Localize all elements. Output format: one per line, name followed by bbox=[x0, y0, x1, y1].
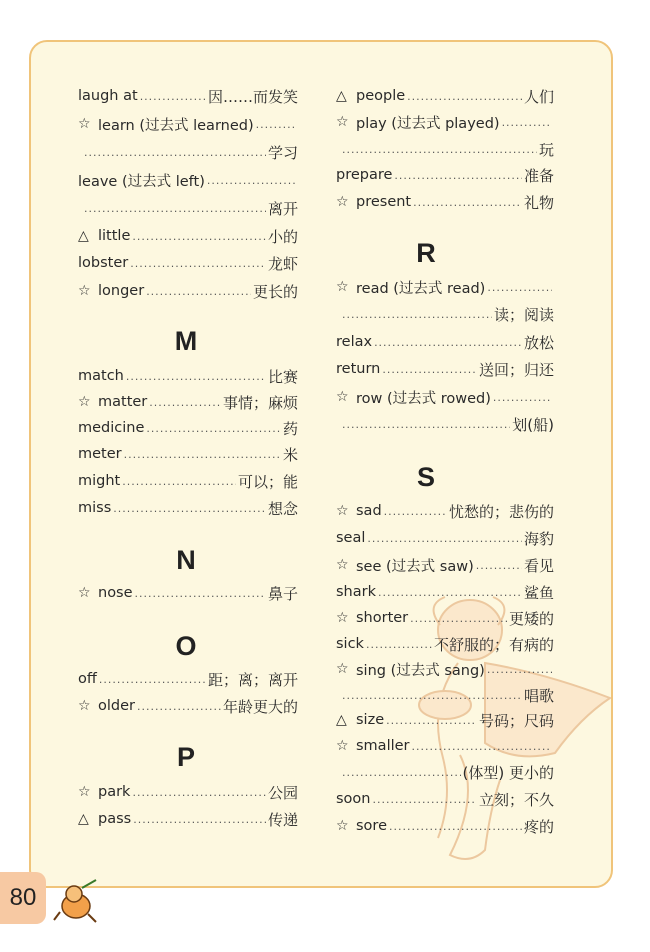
glossary-entry bbox=[78, 470, 298, 492]
dot-leader bbox=[130, 257, 266, 270]
dot-leader bbox=[146, 422, 281, 435]
dot-leader bbox=[382, 363, 477, 376]
glossary-entry bbox=[78, 443, 298, 465]
dot-leader bbox=[342, 689, 522, 702]
entry-word: sore bbox=[356, 818, 387, 834]
section-letter-r: R bbox=[416, 238, 436, 268]
entry-translation: 年龄更大的 bbox=[222, 697, 298, 716]
dot-leader bbox=[487, 281, 552, 294]
star-marker-icon: ☆ bbox=[336, 661, 349, 677]
page-number: 80 bbox=[0, 872, 46, 924]
entry-translation: 读；阅读 bbox=[493, 305, 554, 324]
dot-leader bbox=[135, 587, 266, 600]
glossary-entry bbox=[78, 113, 298, 135]
entry-translation: 立刻；不久 bbox=[478, 790, 554, 809]
glossary-entry bbox=[336, 111, 554, 133]
entry-word: laugh at bbox=[78, 88, 138, 104]
entry-translation: 距；离；离开 bbox=[207, 670, 298, 689]
entry-word: pass bbox=[98, 811, 132, 827]
section-letter-p: P bbox=[176, 742, 195, 772]
star-marker-icon: ☆ bbox=[78, 283, 91, 299]
triangle-marker-icon: △ bbox=[336, 712, 347, 728]
section-letter-s: S bbox=[416, 462, 435, 492]
entry-translation: 小的 bbox=[267, 227, 298, 246]
glossary-entry bbox=[336, 735, 554, 757]
entry-translation: 事情；麻烦 bbox=[222, 393, 298, 412]
entry-word: row (过去式 rowed) bbox=[356, 390, 491, 407]
glossary-entry bbox=[78, 668, 298, 690]
entry-word: present bbox=[356, 194, 412, 210]
entry-word: lobster bbox=[78, 255, 129, 271]
dot-leader bbox=[407, 90, 522, 103]
dot-leader bbox=[342, 418, 510, 431]
glossary-entry bbox=[78, 141, 298, 163]
entry-word: people bbox=[356, 88, 406, 104]
glossary-entry bbox=[78, 85, 298, 107]
glossary-entry bbox=[336, 554, 554, 576]
dot-leader bbox=[493, 391, 552, 404]
star-marker-icon: ☆ bbox=[78, 698, 91, 714]
section-letter-o: O bbox=[175, 631, 197, 661]
star-marker-icon: ☆ bbox=[336, 610, 349, 626]
entry-translation: 比赛 bbox=[267, 367, 298, 386]
dot-leader bbox=[132, 786, 266, 799]
entry-word: sing (过去式 sang) bbox=[356, 662, 485, 679]
entry-word: see (过去式 saw) bbox=[356, 558, 474, 575]
glossary-entry bbox=[336, 788, 554, 810]
entry-translation: 准备 bbox=[523, 166, 554, 185]
star-marker-icon: ☆ bbox=[78, 394, 91, 410]
entry-translation: 鼻子 bbox=[267, 584, 298, 603]
dot-leader bbox=[84, 146, 266, 159]
glossary-entry bbox=[336, 138, 554, 160]
entry-translation: 划(船) bbox=[512, 415, 554, 434]
entry-word: shark bbox=[336, 584, 376, 600]
entry-word: park bbox=[98, 784, 131, 800]
entry-translation: 鲨鱼 bbox=[523, 583, 554, 602]
entry-translation: 传递 bbox=[267, 810, 298, 829]
entry-word: play (过去式 played) bbox=[356, 115, 500, 132]
glossary-entry bbox=[78, 391, 298, 413]
star-marker-icon: ☆ bbox=[336, 389, 349, 405]
entry-word: longer bbox=[98, 283, 145, 299]
star-marker-icon: ☆ bbox=[336, 818, 349, 834]
dot-leader bbox=[410, 612, 507, 625]
star-marker-icon: ☆ bbox=[336, 738, 349, 754]
dot-leader bbox=[133, 813, 266, 826]
entry-translation: (体型) 更小的 bbox=[462, 763, 554, 782]
dot-leader bbox=[412, 740, 552, 753]
glossary-entry bbox=[336, 607, 554, 629]
glossary-entry bbox=[78, 497, 298, 519]
triangle-marker-icon: △ bbox=[78, 228, 89, 244]
entry-word: sick bbox=[336, 636, 364, 652]
entry-translation: 号码；尺码 bbox=[478, 711, 554, 730]
glossary-entry bbox=[336, 527, 554, 549]
entry-word: seal bbox=[336, 530, 366, 546]
entry-translation: 公园 bbox=[267, 783, 298, 802]
entry-word: off bbox=[78, 671, 97, 687]
star-marker-icon: ☆ bbox=[336, 114, 349, 130]
glossary-entry bbox=[336, 358, 554, 380]
triangle-marker-icon: △ bbox=[336, 88, 347, 104]
entry-translation: 学习 bbox=[267, 143, 298, 162]
glossary-entry bbox=[336, 815, 554, 837]
entry-translation: 更矮的 bbox=[508, 609, 554, 628]
entry-translation: 放松 bbox=[523, 333, 554, 352]
glossary-entry bbox=[336, 761, 554, 783]
entry-word: miss bbox=[78, 500, 112, 516]
entry-word: meter bbox=[78, 446, 122, 462]
glossary-entry bbox=[336, 386, 554, 408]
dot-leader bbox=[99, 673, 206, 686]
glossary-entry bbox=[336, 684, 554, 706]
dot-leader bbox=[367, 532, 522, 545]
entry-translation: 因……而发笑 bbox=[207, 87, 298, 106]
section-letter-n: N bbox=[176, 545, 196, 575]
entry-translation: 米 bbox=[282, 445, 298, 464]
entry-translation: 更长的 bbox=[252, 282, 298, 301]
entry-word: little bbox=[98, 228, 131, 244]
section-letter-m: M bbox=[174, 326, 198, 356]
star-marker-icon: ☆ bbox=[78, 784, 91, 800]
dot-leader bbox=[342, 143, 537, 156]
entry-word: might bbox=[78, 473, 121, 489]
dot-leader bbox=[113, 502, 266, 515]
glossary-entry bbox=[78, 280, 298, 302]
dot-leader bbox=[256, 118, 296, 131]
glossary-entry bbox=[78, 225, 298, 247]
glossary-entry bbox=[336, 191, 554, 213]
dot-leader bbox=[389, 820, 522, 833]
entry-translation: 玩 bbox=[538, 140, 554, 159]
entry-word: medicine bbox=[78, 420, 145, 436]
dot-leader bbox=[124, 448, 281, 461]
entry-translation: 药 bbox=[282, 419, 298, 438]
glossary-entry bbox=[336, 413, 554, 435]
glossary-entry bbox=[336, 658, 554, 680]
entry-translation: 看见 bbox=[523, 556, 554, 575]
entry-translation: 不舒服的；有病的 bbox=[433, 635, 554, 654]
glossary-entry bbox=[336, 276, 554, 298]
star-marker-icon: ☆ bbox=[336, 503, 349, 519]
entry-word: sad bbox=[356, 503, 382, 519]
entry-word: smaller bbox=[356, 738, 410, 754]
dot-leader bbox=[126, 370, 266, 383]
entry-word: shorter bbox=[356, 610, 409, 626]
entry-word: relax bbox=[336, 334, 373, 350]
glossary-entry bbox=[336, 164, 554, 186]
glossary-entry bbox=[78, 808, 298, 830]
dot-leader bbox=[137, 700, 221, 713]
glossary-entry bbox=[78, 695, 298, 717]
entry-translation: 龙虾 bbox=[267, 254, 298, 273]
entry-translation: 可以；能 bbox=[237, 472, 298, 491]
entry-word: older bbox=[98, 698, 135, 714]
entry-word: return bbox=[336, 361, 381, 377]
glossary-entry bbox=[336, 85, 554, 107]
dot-leader bbox=[84, 202, 266, 215]
glossary-entry bbox=[336, 500, 554, 522]
glossary-entry bbox=[78, 365, 298, 387]
entry-translation: 送回；归还 bbox=[478, 360, 554, 379]
dot-leader bbox=[413, 196, 522, 209]
entry-translation: 礼物 bbox=[523, 193, 554, 212]
star-marker-icon: ☆ bbox=[78, 116, 91, 132]
dot-leader bbox=[378, 586, 522, 599]
star-marker-icon: ☆ bbox=[336, 279, 349, 295]
dot-leader bbox=[149, 396, 221, 409]
dot-leader bbox=[132, 230, 266, 243]
star-marker-icon: ☆ bbox=[78, 585, 91, 601]
glossary-entry bbox=[78, 417, 298, 439]
entry-translation: 唱歌 bbox=[523, 686, 554, 705]
entry-translation: 疼的 bbox=[523, 817, 554, 836]
dot-leader bbox=[342, 308, 492, 321]
glossary-entry bbox=[78, 252, 298, 274]
glossary-entry bbox=[78, 169, 298, 191]
glossary-entry bbox=[78, 582, 298, 604]
glossary-entry bbox=[336, 581, 554, 603]
entry-translation: 离开 bbox=[267, 199, 298, 218]
entry-word: learn (过去式 learned) bbox=[98, 117, 254, 134]
glossary-entry bbox=[336, 633, 554, 655]
entry-word: matter bbox=[98, 394, 148, 410]
monkey-mascot-icon bbox=[52, 876, 102, 926]
dot-leader bbox=[373, 793, 477, 806]
entry-word: prepare bbox=[336, 167, 393, 183]
dot-leader bbox=[207, 174, 296, 187]
dot-leader bbox=[140, 90, 206, 103]
dot-leader bbox=[394, 169, 522, 182]
dot-leader bbox=[476, 559, 522, 572]
dot-leader bbox=[366, 638, 432, 651]
glossary-entry bbox=[78, 781, 298, 803]
entry-word: read (过去式 read) bbox=[356, 280, 486, 297]
dot-leader bbox=[502, 116, 552, 129]
glossary-entry bbox=[336, 709, 554, 731]
entry-translation: 想念 bbox=[267, 499, 298, 518]
entry-word: match bbox=[78, 368, 124, 384]
dot-leader bbox=[487, 663, 552, 676]
entry-word: size bbox=[356, 712, 385, 728]
triangle-marker-icon: △ bbox=[78, 811, 89, 827]
entry-translation: 人们 bbox=[523, 87, 554, 106]
entry-word: nose bbox=[98, 585, 133, 601]
star-marker-icon: ☆ bbox=[336, 194, 349, 210]
dot-leader bbox=[384, 505, 447, 518]
glossary-entry bbox=[336, 303, 554, 325]
dot-leader bbox=[122, 475, 236, 488]
entry-word: leave (过去式 left) bbox=[78, 173, 205, 190]
star-marker-icon: ☆ bbox=[336, 557, 349, 573]
entry-translation: 海豹 bbox=[523, 529, 554, 548]
dot-leader bbox=[386, 714, 477, 727]
dot-leader bbox=[374, 336, 522, 349]
glossary-entry bbox=[336, 331, 554, 353]
entry-word: soon bbox=[336, 791, 371, 807]
dot-leader bbox=[342, 766, 461, 779]
glossary-entry bbox=[78, 197, 298, 219]
dot-leader bbox=[146, 285, 251, 298]
entry-translation: 忧愁的；悲伤的 bbox=[448, 502, 554, 521]
